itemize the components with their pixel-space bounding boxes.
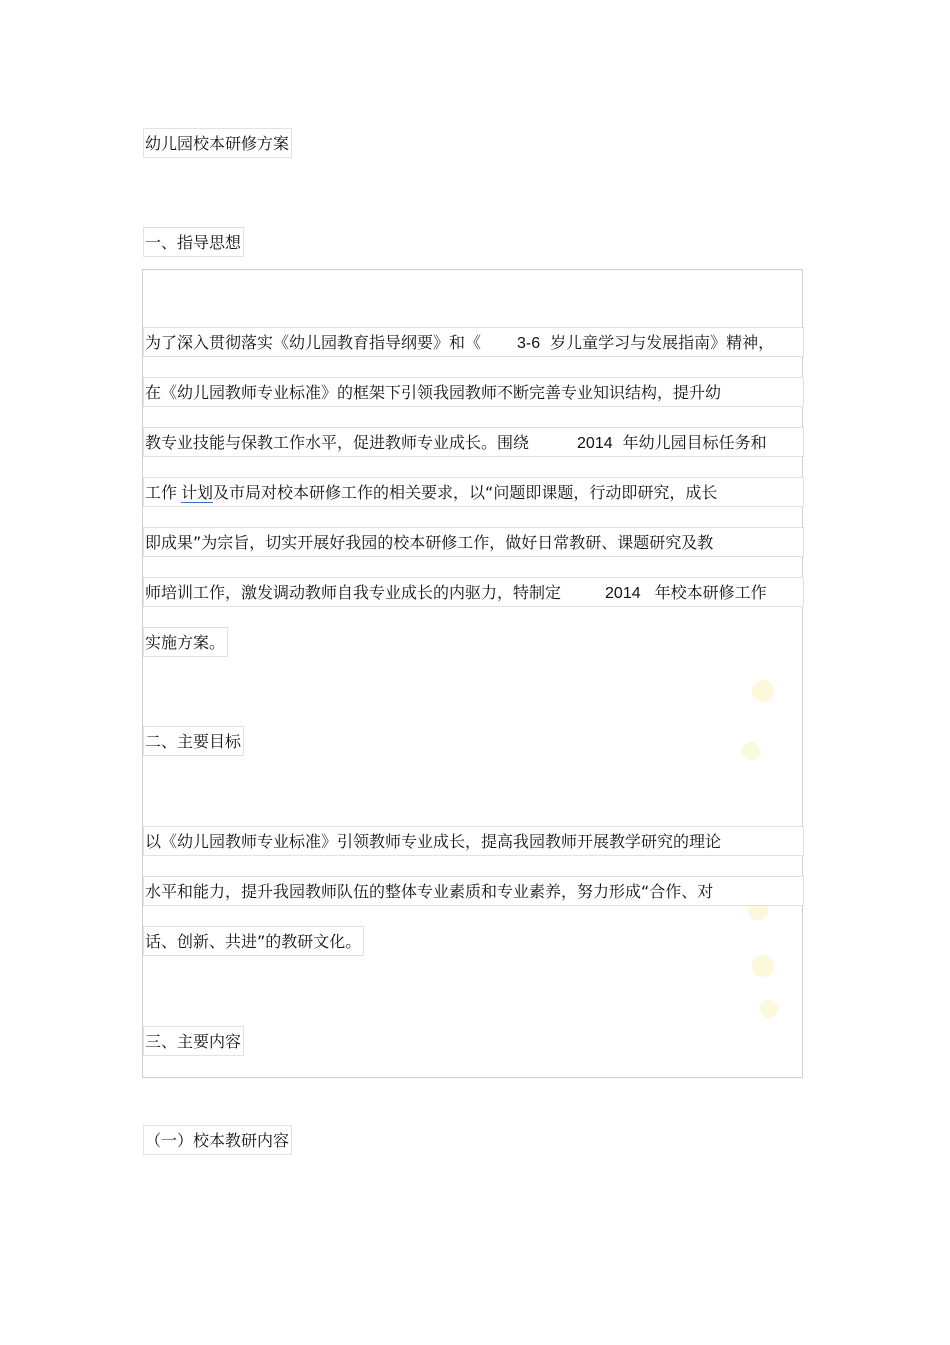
sub-heading-school-research: （一）校本教研内容	[143, 1125, 292, 1155]
paragraph-line: 即成果”为宗旨，切实开展好我园的校本研修工作，做好日常教研、课题研究及教	[143, 527, 804, 557]
paragraph-line: 水平和能力，提升我园教师队伍的整体专业素质和专业素养，努力形成“合作、对	[143, 876, 804, 906]
section-heading-main-content: 三、主要内容	[143, 1026, 244, 1056]
paragraph-line: 师培训工作，激发调动教师自我专业成长的内驱力，特制定 2014 年校本研修工作	[143, 577, 804, 607]
document-title: 幼儿园校本研修方案	[143, 128, 292, 158]
plan-link[interactable]: 计划	[181, 483, 214, 502]
paragraph-line: 话、创新、共进”的教研文化。	[143, 926, 364, 956]
paragraph-line: 实施方案。	[143, 627, 228, 657]
paragraph-line: 工作 计划及市局对校本研修工作的相关要求，以“问题即课题，行动即研究，成长	[143, 477, 804, 507]
paragraph-line: 为了深入贯彻落实《幼儿园教育指导纲要》和《 3-6 岁儿童学习与发展指南》精神，	[143, 327, 804, 357]
paragraph-line: 以《幼儿园教师专业标准》引领教师专业成长，提高我园教师开展教学研究的理论	[143, 826, 804, 856]
paragraph-line: 教专业技能与保教工作水平，促进教师专业成长。围绕 2014 年幼儿园目标任务和	[143, 427, 804, 457]
paragraph-line: 在《幼儿园教师专业标准》的框架下引领我园教师不断完善专业知识结构，提升幼	[143, 377, 804, 407]
section-heading-main-goals: 二、主要目标	[143, 726, 244, 756]
section-heading-guiding-ideology: 一、指导思想	[143, 227, 244, 257]
